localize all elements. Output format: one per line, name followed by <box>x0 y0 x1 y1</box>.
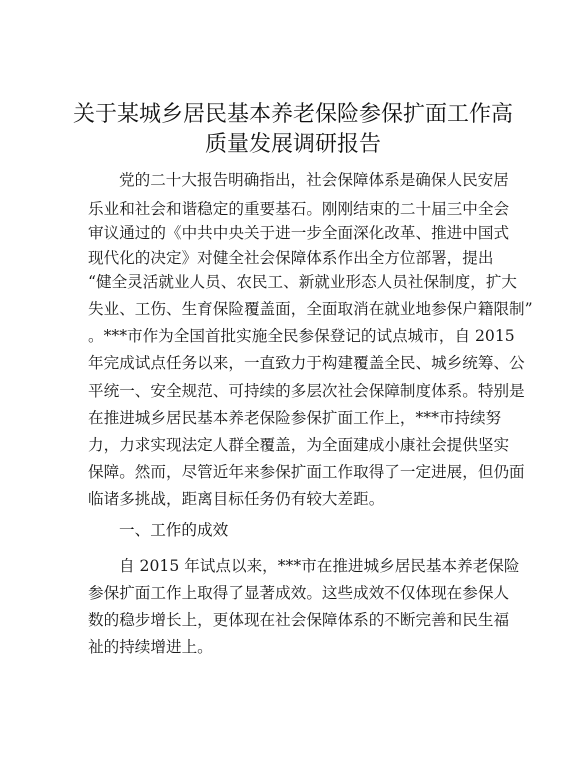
intro-paragraph-line: 失业、工伤、生育保险覆盖面，全面取消在就业地参保户籍限制” <box>88 300 533 318</box>
intro-paragraph-line: 年完成试点任务以来，一直致力于构建覆盖全民、城乡统筹、公 <box>88 354 525 372</box>
intro-paragraph-line: 审议通过的《中共中央关于进一步全面深化改革、推进中国式 <box>88 224 510 242</box>
document-title-line-2: 质量发展调研报告 <box>204 132 381 157</box>
intro-paragraph-line: 党的二十大报告明确指出，社会保障体系是确保人民安居 <box>119 171 509 189</box>
section-paragraph-line: 祉的持续增进上。 <box>88 638 213 656</box>
intro-paragraph-line: 现代化的决定》对健全社会保障体系作出全方位部署，提出 <box>88 249 494 267</box>
intro-paragraph-line: 在推进城乡居民基本养老保险参保扩面工作上，***市持续努 <box>88 409 502 427</box>
intro-paragraph-line: 力，力求实现法定人群全覆盖，为全面建成小康社会提供坚实 <box>88 436 510 454</box>
intro-paragraph-line: 平统一、安全规范、可持续的多层次社会保障制度体系。特别是 <box>88 382 525 400</box>
intro-paragraph-line: “健全灵活就业人员、农民工、新就业形态人员社保制度，扩大 <box>88 273 518 291</box>
document-title-line-1: 关于某城乡居民基本养老保险参保扩面工作高 <box>72 102 513 127</box>
intro-paragraph-line: 。***市作为全国首批实施全民参保登记的试点城市，自 2015 <box>88 327 515 345</box>
section-paragraph-line: 自 2015 年试点以来，***市在推进城乡居民基本养老保险 <box>119 557 520 575</box>
intro-paragraph-line: 保障。然而，尽管近年来参保扩面工作取得了一定进展，但仍面 <box>88 463 525 481</box>
section-paragraph-line: 参保扩面工作上取得了显著成效。这些成效不仅体现在参保人 <box>88 584 510 602</box>
intro-paragraph-line: 临诸多挑战，距离目标任务仍有较大差距。 <box>88 490 385 508</box>
section-heading: 一、工作的成效 <box>119 521 229 539</box>
intro-paragraph-line: 乐业和社会和谐稳定的重要基石。刚刚结束的二十届三中全会 <box>88 200 510 218</box>
section-paragraph-line: 数的稳步增长上，更体现在社会保障体系的不断完善和民生福 <box>88 611 510 629</box>
